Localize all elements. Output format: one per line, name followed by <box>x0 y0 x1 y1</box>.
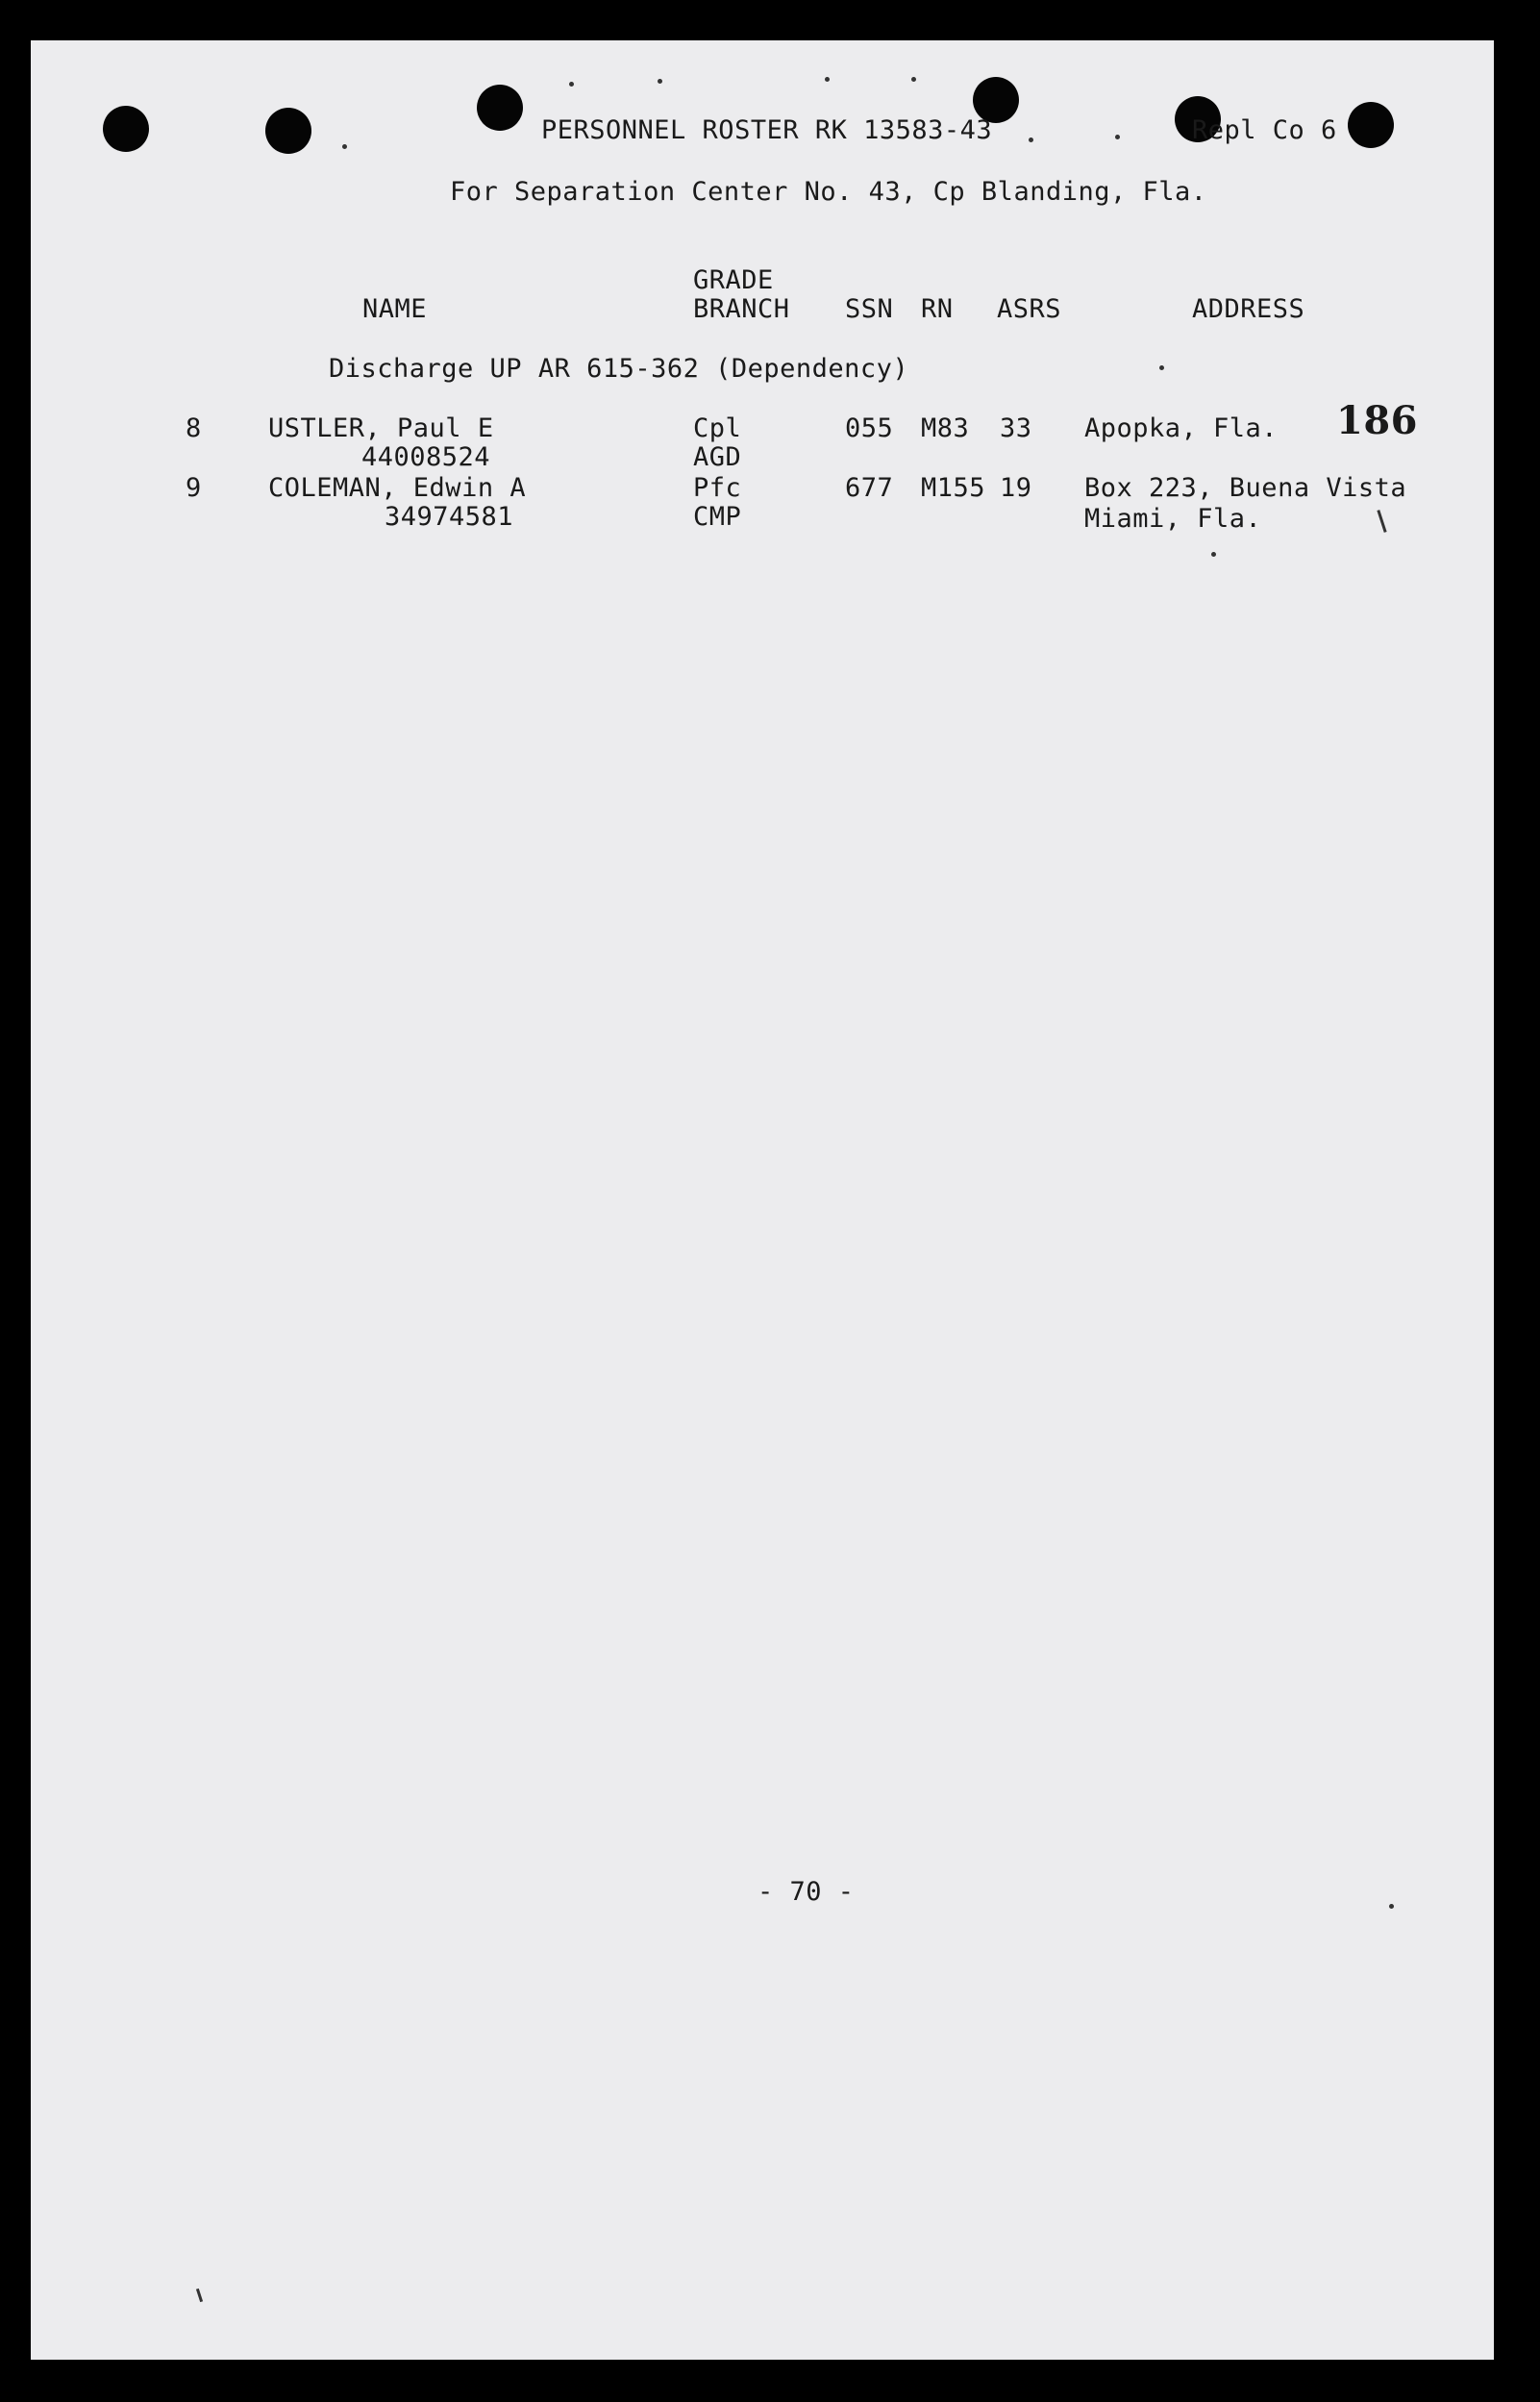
speck <box>342 144 347 149</box>
speck <box>1159 365 1164 370</box>
address-line-1: Box 223, Buena Vista <box>1084 473 1407 503</box>
column-header-address: ADDRESS <box>1192 294 1305 324</box>
speck <box>911 77 916 82</box>
speck <box>1029 138 1033 142</box>
punch-hole <box>103 106 149 152</box>
asrs-value: 33 <box>1000 413 1032 443</box>
ssn-value: 677 <box>845 473 894 503</box>
rn-value: M155 <box>921 473 986 503</box>
column-header-branch: BRANCH <box>693 294 790 324</box>
roster-title: PERSONNEL ROSTER RK 13583-43 <box>541 115 993 145</box>
document-page <box>31 40 1494 2360</box>
person-name: USTLER, Paul E <box>268 413 494 443</box>
column-header-rn: RN <box>921 294 954 324</box>
column-header-grade: GRADE <box>693 265 774 295</box>
unit-label: Repl Co 6 <box>1192 115 1337 145</box>
person-name: COLEMAN, Edwin A <box>268 473 527 503</box>
speck <box>825 77 830 82</box>
column-header-name: NAME <box>362 294 428 324</box>
stamp-number: 186 <box>1336 398 1418 443</box>
grade-value: Cpl <box>693 413 742 443</box>
address-line-1: Apopka, Fla. <box>1084 413 1279 443</box>
grade-value: Pfc <box>693 473 742 503</box>
serial-number: 44008524 <box>361 442 491 472</box>
branch-value: AGD <box>693 442 742 472</box>
speck <box>1211 552 1216 557</box>
row-number: 9 <box>186 473 202 503</box>
ssn-value: 055 <box>845 413 894 443</box>
speck <box>1115 135 1120 139</box>
address-line-2: Miami, Fla. <box>1084 504 1262 534</box>
serial-number: 34974581 <box>385 502 514 532</box>
punch-hole <box>265 108 311 154</box>
speck <box>1389 1904 1394 1909</box>
punch-hole <box>477 85 523 131</box>
rn-value: M83 <box>921 413 970 443</box>
branch-value: CMP <box>693 502 742 532</box>
page-number: - 70 - <box>758 1877 855 1907</box>
asrs-value: 19 <box>1000 473 1032 503</box>
column-header-ssn: SSN <box>845 294 894 324</box>
punch-hole <box>1348 102 1394 148</box>
section-heading: Discharge UP AR 615-362 (Dependency) <box>329 354 909 384</box>
speck <box>658 79 662 84</box>
row-number: 8 <box>186 413 202 443</box>
speck <box>569 82 574 87</box>
column-header-asrs: ASRS <box>997 294 1062 324</box>
roster-subtitle: For Separation Center No. 43, Cp Blanding, Fla. <box>450 177 1207 207</box>
